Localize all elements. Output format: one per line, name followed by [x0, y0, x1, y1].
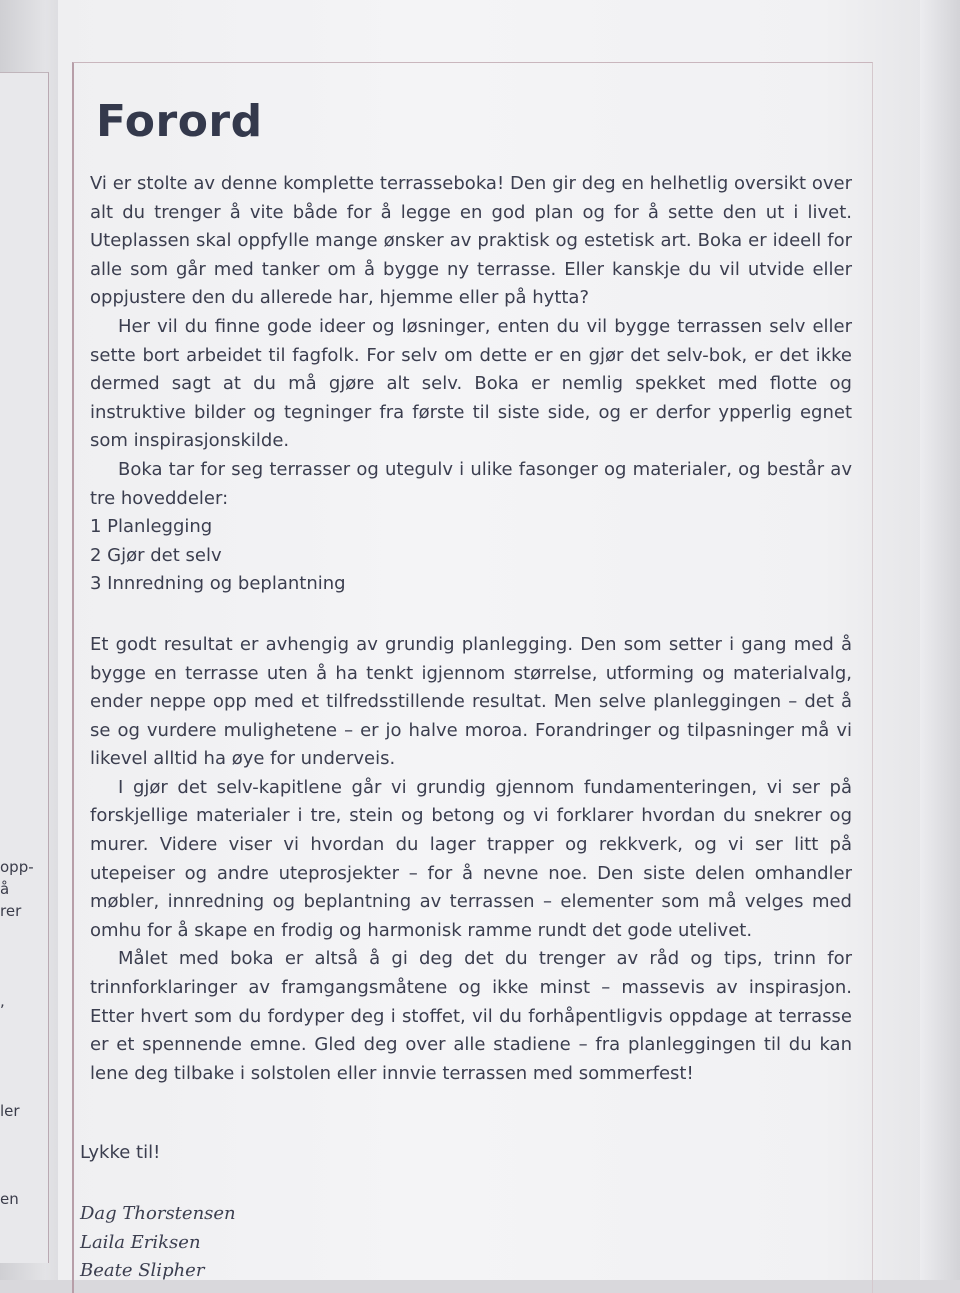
paragraph: Boka tar for seg terrasser og utegulv i ulike fasonger og materialer, og består av tre hoveddeler: — [90, 458, 852, 509]
paragraph: Målet med boka er altså å gi deg det du trenger av råd og tips, trinn for trinnforklaringer av framgangsmåtene og ikke minst – massevis av inspirasjon. Etter hvert som du fordyper deg i stoffet, vil du forhåpentligvis oppdage at terrasse er et spennende emne. Gled deg over alle stadiene – fra planleggingen til du kan lene deg tilbake i solstolen eller innvie terrassen med sommerfest! — [90, 948, 852, 1084]
page-edge — [920, 0, 960, 1280]
left-page-text: å — [0, 880, 10, 898]
left-page-text: rer — [0, 902, 22, 920]
list-item: 2 Gjør det selv — [90, 544, 222, 566]
left-page-text: ler — [0, 1102, 20, 1120]
section-gap — [90, 599, 852, 631]
left-page-text: opp- — [0, 858, 34, 876]
list-item: 3 Innredning og beplantning — [90, 573, 346, 595]
right-page — [58, 0, 960, 1280]
author-name: Beate Slipher — [80, 1260, 205, 1281]
author-name: Laila Eriksen — [80, 1231, 201, 1253]
closing-line: Lykke til! — [80, 1142, 161, 1163]
body-text — [90, 170, 852, 1088]
parts-list — [90, 513, 852, 599]
author-name: Dag Thorstensen — [80, 1203, 236, 1224]
paragraph: Vi er stolte av denne komplette terrasseboka! Den gir deg en helhetlig oversikt over alt du trenger å vite både for å legge en god plan og for å sette den ut i livet. Uteplassen skal oppfylle mange ønsker av praktisk og estetisk art. Boka er ideell for alle som går med tanker om å bygge ny terrasse. Eller kanskje du vil utvide eller oppjustere den du allerede har, hjemme eller på hytta? — [90, 173, 852, 309]
paragraph: I gjør det selv-kapitlene går vi grundig gjennom fundamenteringen, vi ser på forskjellige materialer i tre, stein og betong og vi forklarer hvordan du snekrer og murer. Videre viser vi hvordan du lager trapper og rekkverk, og vi ser litt på utepeiser og andre uteprosjekter – for å nevne noe. Den siste delen omhandler møbler, innredning og beplantning av terrassen – elementer som må velges med omhu for å skape en frodig og harmonisk ramme rundt det gode utelivet. — [90, 776, 852, 941]
left-page-frame — [0, 72, 49, 1263]
list-item: 1 Planlegging — [90, 516, 213, 538]
page-title: Forord — [96, 96, 263, 147]
paragraph: Her vil du finne gode ideer og løsninger, enten du vil bygge terrassen selv eller sette bort arbeidet til fagfolk. For selv om dette er en gjør det selv-bok, er det ikke dermed sagt at du må gjøre alt selv. Boka er nemlig spekket med flotte og instruktive bilder og tegninger fra første til siste side, og er derfor ypperlig egnet som inspirasjonskilde. — [90, 315, 852, 452]
paragraph: Et godt resultat er avhengig av grundig planlegging. Den som setter i gang med å bygge en terrasse uten å ha tenkt igjennom størrelse, utforming og materialvalg, ender neppe opp med et tilfredsstillende resultat. Men selve planleggingen – det å se og vurdere mulighetene – er jo halve moroa. Forandringer og tilpasninger må vi likevel alltid ha øye for underveis. — [90, 633, 852, 770]
author-list — [80, 1200, 236, 1286]
left-page-text: , — [0, 992, 5, 1010]
left-page-text: en — [0, 1190, 19, 1208]
